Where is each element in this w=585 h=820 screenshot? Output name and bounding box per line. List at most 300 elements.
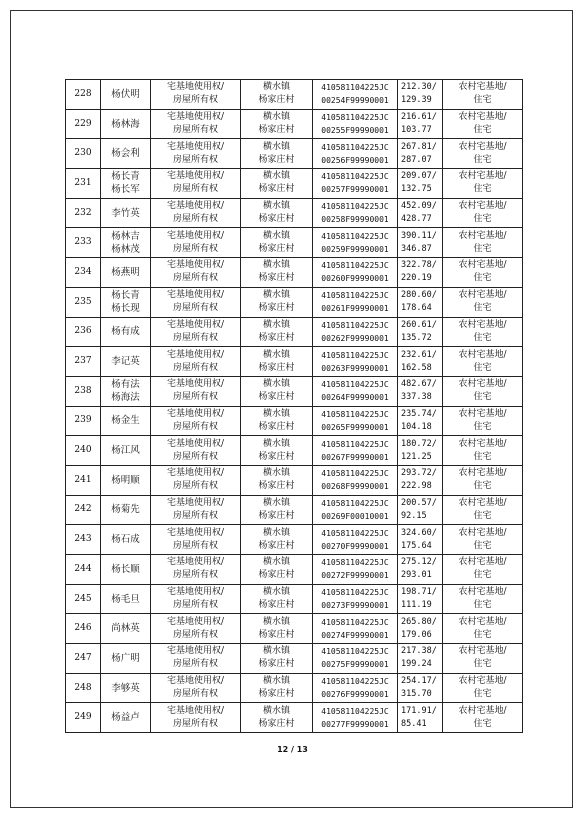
location-cell <box>241 139 313 169</box>
right-type-cell-line: 房屋所有权 <box>172 481 218 492</box>
unit-code-cell-line: 00272F99990001 <box>321 571 389 581</box>
location-cell-line: 杨家庄村 <box>258 392 295 403</box>
location-cell-line: 横水镇 <box>262 468 290 479</box>
owner-name-cell-line: 杨江风 <box>111 445 140 457</box>
unit-code-cell <box>313 465 398 495</box>
right-type-cell-line: 房屋所有权 <box>172 184 218 195</box>
unit-code-cell-line: 00262F99990001 <box>321 333 389 343</box>
area-cell-line: 103.77 <box>401 125 432 136</box>
location-cell-line: 横水镇 <box>262 141 290 152</box>
land-use-cell-line: 住宅 <box>473 332 492 343</box>
right-type-cell-line: 房屋所有权 <box>172 95 218 106</box>
land-use-cell-line: 住宅 <box>473 273 492 284</box>
area-cell <box>398 673 443 703</box>
land-use-cell-line: 农村宅基地/ <box>458 230 507 241</box>
location-cell-line: 杨家庄村 <box>258 332 295 343</box>
row-number-cell: 241 <box>66 465 101 495</box>
land-use-cell <box>443 317 523 347</box>
area-cell-line: 235.74/ <box>401 408 437 419</box>
right-type-cell-line: 房屋所有权 <box>172 540 218 551</box>
area-cell-line: 220.19 <box>401 273 432 284</box>
owner-name-cell <box>101 198 151 228</box>
unit-code-cell-line: 00260F99990001 <box>321 274 389 284</box>
owner-name-cell-line: 杨长军 <box>111 184 140 196</box>
right-type-cell-line: 房屋所有权 <box>172 510 218 521</box>
land-use-cell-line: 农村宅基地/ <box>458 616 507 627</box>
location-cell <box>241 376 313 406</box>
land-use-cell <box>443 614 523 644</box>
owner-name-cell-line: 李竹英 <box>111 207 140 219</box>
unit-code-cell <box>313 703 398 733</box>
unit-code-cell-line: 410581104225JC <box>321 231 389 241</box>
location-cell <box>241 80 313 110</box>
area-cell-line: 162.58 <box>401 362 432 373</box>
land-use-cell <box>443 525 523 555</box>
unit-code-cell <box>313 436 398 466</box>
owner-name-cell <box>101 139 151 169</box>
unit-code-cell <box>313 80 398 110</box>
unit-code-cell-line: 00268F99990001 <box>321 482 389 492</box>
owner-name-cell <box>101 525 151 555</box>
land-use-cell-line: 住宅 <box>473 214 492 225</box>
area-cell-line: 111.19 <box>401 600 432 611</box>
area-cell <box>398 703 443 733</box>
owner-name-cell-line: 杨燕明 <box>111 266 140 278</box>
unit-code-cell-line: 410581104225JC <box>321 439 389 449</box>
unit-code-cell-line: 00257F99990001 <box>321 185 389 195</box>
unit-code-cell-line: 410581104225JC <box>321 172 389 182</box>
land-use-cell-line: 农村宅基地/ <box>458 587 507 598</box>
right-type-cell-line: 房屋所有权 <box>172 243 218 254</box>
location-cell-line: 杨家庄村 <box>258 659 295 670</box>
area-cell <box>398 317 443 347</box>
unit-code-cell-line: 410581104225JC <box>321 261 389 271</box>
land-use-cell-line: 住宅 <box>473 659 492 670</box>
location-cell-line: 杨家庄村 <box>258 243 295 254</box>
unit-code-cell-line: 00255F99990001 <box>321 126 389 136</box>
unit-code-cell-line: 00273F99990001 <box>321 601 389 611</box>
unit-code-cell-line: 00254F99990001 <box>321 96 389 106</box>
unit-code-cell <box>313 347 398 377</box>
location-cell-line: 横水镇 <box>262 112 290 123</box>
unit-code-cell-line: 00274F99990001 <box>321 630 389 640</box>
unit-code-cell <box>313 198 398 228</box>
land-use-cell <box>443 406 523 436</box>
row-number-cell: 240 <box>66 436 101 466</box>
owner-name-cell-line: 杨毛旦 <box>111 593 140 605</box>
right-type-cell <box>151 406 241 436</box>
right-type-cell-line: 宅基地使用权/ <box>166 141 225 152</box>
land-use-cell <box>443 555 523 585</box>
land-use-cell-line: 农村宅基地/ <box>458 201 507 212</box>
owner-name-cell-line: 杨会利 <box>111 148 140 160</box>
right-type-cell <box>151 109 241 139</box>
area-cell-line: 482.67/ <box>401 379 437 390</box>
location-cell-line: 杨家庄村 <box>258 718 295 729</box>
land-use-cell-line: 住宅 <box>473 95 492 106</box>
owner-name-cell <box>101 614 151 644</box>
right-type-cell <box>151 258 241 288</box>
unit-code-cell <box>313 495 398 525</box>
area-cell <box>398 644 443 674</box>
land-use-cell-line: 农村宅基地/ <box>458 379 507 390</box>
right-type-cell-line: 房屋所有权 <box>172 125 218 136</box>
location-cell-line: 横水镇 <box>262 82 290 93</box>
right-type-cell <box>151 139 241 169</box>
row-number-cell: 238 <box>66 376 101 406</box>
area-cell-line: 216.61/ <box>401 112 437 123</box>
unit-code-cell <box>313 584 398 614</box>
location-cell <box>241 109 313 139</box>
owner-name-cell <box>101 703 151 733</box>
right-type-cell-line: 宅基地使用权/ <box>166 290 225 301</box>
table-row <box>66 436 523 466</box>
area-cell <box>398 198 443 228</box>
row-number-cell: 239 <box>66 406 101 436</box>
location-cell-line: 杨家庄村 <box>258 421 295 432</box>
area-cell-line: 254.17/ <box>401 676 437 687</box>
owner-name-cell-line: 杨菊先 <box>111 504 140 516</box>
area-cell-line: 179.06 <box>401 629 432 640</box>
right-type-cell <box>151 169 241 199</box>
owner-name-cell-line: 杨长顺 <box>111 563 140 575</box>
land-use-cell <box>443 287 523 317</box>
right-type-cell <box>151 525 241 555</box>
land-use-cell-line: 农村宅基地/ <box>458 319 507 330</box>
right-type-cell-line: 宅基地使用权/ <box>166 676 225 687</box>
location-cell <box>241 258 313 288</box>
land-use-cell-line: 农村宅基地/ <box>458 438 507 449</box>
unit-code-cell-line: 410581104225JC <box>321 83 389 93</box>
location-cell <box>241 287 313 317</box>
table-row <box>66 465 523 495</box>
land-use-cell-line: 住宅 <box>473 125 492 136</box>
location-cell-line: 杨家庄村 <box>258 184 295 195</box>
table-row <box>66 169 523 199</box>
owner-name-cell-line: 杨伏明 <box>111 88 140 100</box>
land-use-cell <box>443 228 523 258</box>
land-use-cell-line: 农村宅基地/ <box>458 171 507 182</box>
area-cell-line: 324.60/ <box>401 527 437 538</box>
owner-name-cell-line: 杨石成 <box>111 534 140 546</box>
land-use-cell-line: 农村宅基地/ <box>458 646 507 657</box>
unit-code-cell-line: 00269F00010001 <box>321 511 389 521</box>
unit-code-cell-line: 00265F99990001 <box>321 422 389 432</box>
row-number-cell: 233 <box>66 228 101 258</box>
area-cell-line: 200.57/ <box>401 497 437 508</box>
area-cell-line: 132.75 <box>401 184 432 195</box>
owner-name-cell <box>101 228 151 258</box>
right-type-cell-line: 房屋所有权 <box>172 303 218 314</box>
location-cell <box>241 495 313 525</box>
area-cell-line: 209.07/ <box>401 171 437 182</box>
location-cell-line: 杨家庄村 <box>258 273 295 284</box>
records-body <box>66 80 523 733</box>
location-cell <box>241 228 313 258</box>
row-number-cell: 249 <box>66 703 101 733</box>
land-use-cell <box>443 169 523 199</box>
area-cell <box>398 614 443 644</box>
area-cell <box>398 555 443 585</box>
row-number-cell: 247 <box>66 644 101 674</box>
owner-name-cell <box>101 465 151 495</box>
records-table <box>65 79 523 733</box>
area-cell <box>398 287 443 317</box>
table-row <box>66 406 523 436</box>
right-type-cell-line: 宅基地使用权/ <box>166 408 225 419</box>
area-cell-line: 287.07 <box>401 154 432 165</box>
unit-code-cell-line: 00275F99990001 <box>321 660 389 670</box>
location-cell-line: 杨家庄村 <box>258 125 295 136</box>
land-use-cell-line: 住宅 <box>473 629 492 640</box>
location-cell <box>241 673 313 703</box>
unit-code-cell-line: 00259F99990001 <box>321 244 389 254</box>
unit-code-cell <box>313 673 398 703</box>
area-cell-line: 293.01 <box>401 570 432 581</box>
right-type-cell-line: 宅基地使用权/ <box>166 349 225 360</box>
owner-name-cell <box>101 644 151 674</box>
owner-name-cell <box>101 436 151 466</box>
page-number: 12 / 13 <box>277 745 308 754</box>
owner-name-cell-line: 杨金生 <box>111 415 140 427</box>
unit-code-cell-line: 00263F99990001 <box>321 363 389 373</box>
unit-code-cell <box>313 614 398 644</box>
location-cell-line: 杨家庄村 <box>258 689 295 700</box>
location-cell-line: 横水镇 <box>262 497 290 508</box>
unit-code-cell-line: 00256F99990001 <box>321 155 389 165</box>
location-cell-line: 横水镇 <box>262 319 290 330</box>
land-use-cell-line: 农村宅基地/ <box>458 82 507 93</box>
area-cell-line: 180.72/ <box>401 438 437 449</box>
unit-code-cell-line: 410581104225JC <box>321 320 389 330</box>
table-row <box>66 703 523 733</box>
right-type-cell-line: 宅基地使用权/ <box>166 260 225 271</box>
table-row <box>66 584 523 614</box>
row-number-cell: 237 <box>66 347 101 377</box>
area-cell <box>398 495 443 525</box>
land-use-cell <box>443 584 523 614</box>
unit-code-cell <box>313 258 398 288</box>
owner-name-cell <box>101 317 151 347</box>
owner-name-cell-line: 杨长青 <box>111 290 140 302</box>
unit-code-cell-line: 410581104225JC <box>321 202 389 212</box>
right-type-cell <box>151 673 241 703</box>
right-type-cell-line: 房屋所有权 <box>172 362 218 373</box>
land-use-cell-line: 农村宅基地/ <box>458 705 507 716</box>
location-cell-line: 横水镇 <box>262 438 290 449</box>
owner-name-cell <box>101 495 151 525</box>
location-cell <box>241 465 313 495</box>
owner-name-cell-line: 杨有法 <box>111 379 140 391</box>
unit-code-cell-line: 410581104225JC <box>321 617 389 627</box>
location-cell-line: 杨家庄村 <box>258 600 295 611</box>
land-use-cell-line: 农村宅基地/ <box>458 676 507 687</box>
land-use-cell-line: 住宅 <box>473 154 492 165</box>
location-cell-line: 杨家庄村 <box>258 95 295 106</box>
area-cell <box>398 436 443 466</box>
location-cell-line: 横水镇 <box>262 705 290 716</box>
right-type-cell <box>151 703 241 733</box>
right-type-cell-line: 宅基地使用权/ <box>166 705 225 716</box>
area-cell-line: 337.38 <box>401 392 432 403</box>
location-cell-line: 横水镇 <box>262 527 290 538</box>
right-type-cell-line: 房屋所有权 <box>172 570 218 581</box>
owner-name-cell <box>101 406 151 436</box>
row-number-cell: 230 <box>66 139 101 169</box>
row-number-cell: 242 <box>66 495 101 525</box>
unit-code-cell-line: 410581104225JC <box>321 677 389 687</box>
right-type-cell <box>151 376 241 406</box>
owner-name-cell <box>101 376 151 406</box>
right-type-cell-line: 房屋所有权 <box>172 421 218 432</box>
table-row <box>66 525 523 555</box>
table-row <box>66 287 523 317</box>
area-cell-line: 198.71/ <box>401 587 437 598</box>
right-type-cell-line: 宅基地使用权/ <box>166 468 225 479</box>
right-type-cell-line: 宅基地使用权/ <box>166 379 225 390</box>
location-cell-line: 横水镇 <box>262 201 290 212</box>
location-cell <box>241 317 313 347</box>
area-cell-line: 121.25 <box>401 451 432 462</box>
table-row <box>66 228 523 258</box>
unit-code-cell <box>313 644 398 674</box>
right-type-cell <box>151 555 241 585</box>
owner-name-cell-line: 李够英 <box>111 682 140 694</box>
right-type-cell-line: 宅基地使用权/ <box>166 438 225 449</box>
unit-code-cell <box>313 228 398 258</box>
right-type-cell-line: 房屋所有权 <box>172 600 218 611</box>
right-type-cell-line: 宅基地使用权/ <box>166 319 225 330</box>
owner-name-cell-line: 杨广明 <box>111 652 140 664</box>
land-use-cell-line: 住宅 <box>473 718 492 729</box>
location-cell <box>241 644 313 674</box>
row-number-cell: 228 <box>66 80 101 110</box>
area-cell <box>398 109 443 139</box>
right-type-cell <box>151 495 241 525</box>
area-cell-line: 322.78/ <box>401 260 437 271</box>
unit-code-cell-line: 00277F99990001 <box>321 719 389 729</box>
area-cell <box>398 584 443 614</box>
land-use-cell-line: 住宅 <box>473 451 492 462</box>
location-cell-line: 杨家庄村 <box>258 303 295 314</box>
land-use-cell-line: 住宅 <box>473 481 492 492</box>
owner-name-cell-line: 杨益卢 <box>111 712 140 724</box>
right-type-cell <box>151 80 241 110</box>
location-cell <box>241 347 313 377</box>
location-cell <box>241 703 313 733</box>
owner-name-cell-line: 杨有成 <box>111 326 140 338</box>
table-row <box>66 139 523 169</box>
land-use-cell <box>443 703 523 733</box>
row-number-cell: 243 <box>66 525 101 555</box>
location-cell-line: 横水镇 <box>262 646 290 657</box>
right-type-cell <box>151 644 241 674</box>
right-type-cell-line: 宅基地使用权/ <box>166 527 225 538</box>
land-use-cell-line: 农村宅基地/ <box>458 497 507 508</box>
area-cell-line: 260.61/ <box>401 319 437 330</box>
row-number-cell: 245 <box>66 584 101 614</box>
location-cell-line: 横水镇 <box>262 587 290 598</box>
right-type-cell-line: 房屋所有权 <box>172 689 218 700</box>
land-use-cell-line: 农村宅基地/ <box>458 468 507 479</box>
land-use-cell-line: 住宅 <box>473 243 492 254</box>
area-cell <box>398 525 443 555</box>
owner-name-cell-line: 杨海法 <box>111 392 140 404</box>
right-type-cell <box>151 228 241 258</box>
right-type-cell <box>151 347 241 377</box>
area-cell <box>398 258 443 288</box>
owner-name-cell-line: 杨林茂 <box>111 243 140 255</box>
right-type-cell-line: 宅基地使用权/ <box>166 171 225 182</box>
unit-code-cell <box>313 406 398 436</box>
row-number-cell: 246 <box>66 614 101 644</box>
area-cell-line: 178.64 <box>401 303 432 314</box>
area-cell-line: 452.09/ <box>401 201 437 212</box>
unit-code-cell-line: 410581104225JC <box>321 469 389 479</box>
unit-code-cell <box>313 555 398 585</box>
right-type-cell-line: 宅基地使用权/ <box>166 230 225 241</box>
row-number-cell: 236 <box>66 317 101 347</box>
table-row <box>66 80 523 110</box>
area-cell-line: 232.61/ <box>401 349 437 360</box>
table-row <box>66 673 523 703</box>
right-type-cell <box>151 317 241 347</box>
location-cell <box>241 614 313 644</box>
location-cell-line: 横水镇 <box>262 557 290 568</box>
land-use-cell-line: 农村宅基地/ <box>458 527 507 538</box>
unit-code-cell <box>313 376 398 406</box>
owner-name-cell-line: 杨林吉 <box>111 230 140 242</box>
area-cell-line: 92.15 <box>401 510 427 521</box>
land-use-cell <box>443 139 523 169</box>
location-cell-line: 杨家庄村 <box>258 629 295 640</box>
right-type-cell <box>151 436 241 466</box>
land-use-cell <box>443 436 523 466</box>
area-cell-line: 217.38/ <box>401 646 437 657</box>
location-cell <box>241 436 313 466</box>
right-type-cell-line: 宅基地使用权/ <box>166 112 225 123</box>
land-use-cell <box>443 495 523 525</box>
owner-name-cell <box>101 287 151 317</box>
area-cell <box>398 347 443 377</box>
area-cell-line: 171.91/ <box>401 705 437 716</box>
area-cell-line: 135.72 <box>401 332 432 343</box>
location-cell <box>241 555 313 585</box>
unit-code-cell-line: 410581104225JC <box>321 142 389 152</box>
area-cell-line: 212.30/ <box>401 82 437 93</box>
unit-code-cell <box>313 525 398 555</box>
location-cell-line: 横水镇 <box>262 171 290 182</box>
location-cell-line: 杨家庄村 <box>258 481 295 492</box>
area-cell-line: 175.64 <box>401 540 432 551</box>
right-type-cell-line: 宅基地使用权/ <box>166 201 225 212</box>
unit-code-cell-line: 410581104225JC <box>321 706 389 716</box>
location-cell-line: 横水镇 <box>262 290 290 301</box>
right-type-cell-line: 宅基地使用权/ <box>166 557 225 568</box>
right-type-cell-line: 房屋所有权 <box>172 332 218 343</box>
land-use-cell-line: 住宅 <box>473 421 492 432</box>
unit-code-cell <box>313 287 398 317</box>
land-use-cell <box>443 258 523 288</box>
unit-code-cell <box>313 109 398 139</box>
right-type-cell-line: 房屋所有权 <box>172 214 218 225</box>
owner-name-cell-line: 杨明顺 <box>111 474 140 486</box>
table-row <box>66 614 523 644</box>
location-cell-line: 杨家庄村 <box>258 214 295 225</box>
owner-name-cell-line: 杨长青 <box>111 171 140 183</box>
right-type-cell-line: 宅基地使用权/ <box>166 587 225 598</box>
table-row <box>66 376 523 406</box>
